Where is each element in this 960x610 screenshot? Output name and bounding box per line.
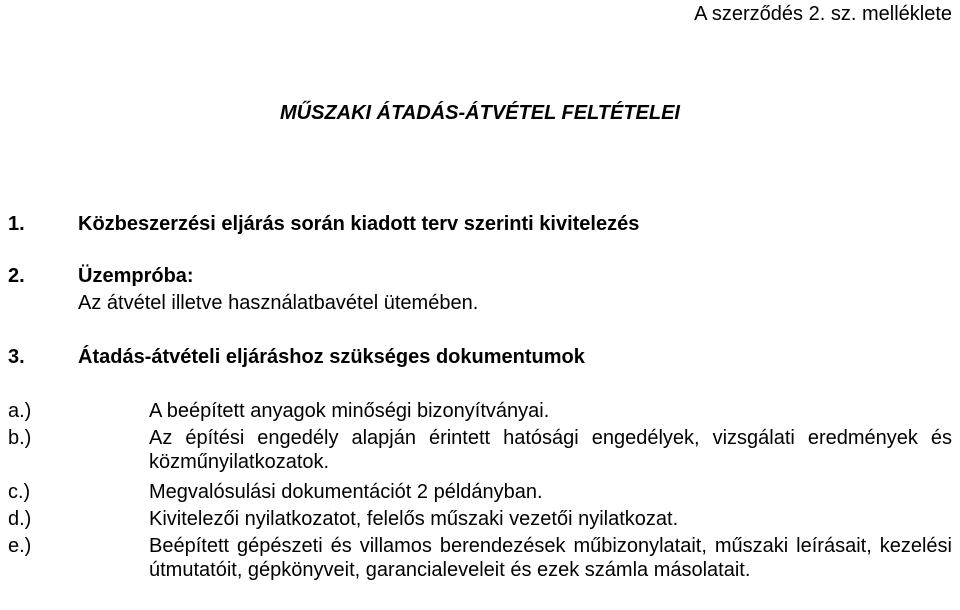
section-3-heading [8, 345, 585, 369]
list-item-marker: c.) [8, 481, 31, 503]
list-item-text: Beépített gépészeti és villamos berendezések műbizonylatait, műszaki leírásait, kezelési útmutatóit, gépkönyveit, garancialeveleit és ezek számla másolatait. [149, 535, 952, 581]
list-item-text: Kivitelezői nyilatkozatot, felelős műszaki vezetői nyilatkozat. [149, 508, 679, 530]
list-item [8, 426, 952, 474]
section-1-heading [8, 212, 639, 236]
list-item [8, 399, 952, 423]
list-item [8, 480, 952, 504]
section-2-heading [8, 264, 194, 288]
document-title: MŰSZAKI ÁTADÁS-ÁTVÉTEL FELTÉTELEI [280, 102, 680, 124]
section-title: Üzempróba: [78, 265, 194, 287]
section-number: 2. [8, 265, 25, 287]
section-2-text: Az átvétel illetve használatbavétel ütemében. [78, 292, 479, 314]
list-item-text: A beépített anyagok minőségi bizonyítványai. [149, 400, 550, 422]
list-item-marker: e.) [8, 535, 32, 557]
list-item [8, 534, 952, 582]
list-item-marker: b.) [8, 427, 32, 449]
section-number: 1. [8, 213, 25, 235]
list-item [8, 507, 952, 531]
annex-label: A szerződés 2. sz. melléklete [694, 3, 952, 25]
list-item-text: Az építési engedély alapján érintett hatósági engedélyek, vizsgálati eredmények és közműnyilatkozatok. [149, 427, 952, 473]
section-title: Közbeszerzési eljárás során kiadott terv szerinti kivitelezés [78, 213, 640, 235]
list-item-text: Megvalósulási dokumentációt 2 példányban. [149, 481, 543, 503]
section-title: Átadás-átvételi eljáráshoz szükséges dokumentumok [78, 346, 585, 368]
list-item-marker: a.) [8, 400, 32, 422]
list-item-marker: d.) [8, 508, 32, 530]
section-number: 3. [8, 346, 25, 368]
